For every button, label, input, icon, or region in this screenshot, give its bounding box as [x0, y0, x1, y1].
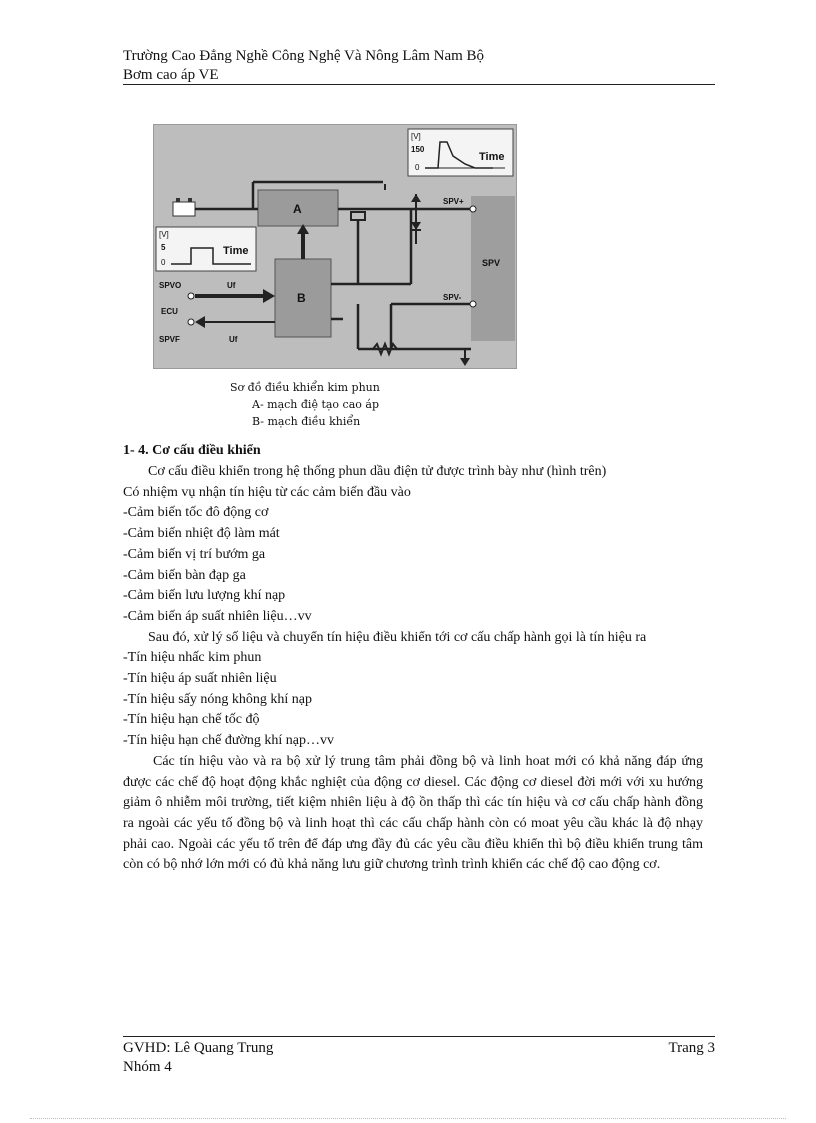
footer-group: Nhóm 4 — [123, 1059, 172, 1075]
section-body — [123, 462, 703, 876]
output-item: -Tín hiệu hạn chế tốc độ — [123, 712, 260, 728]
svg-text:0: 0 — [415, 163, 420, 172]
paragraph-inputs-lead: Có nhiệm vụ nhận tín hiệu từ các cảm biến đầu vào — [123, 484, 411, 500]
ecu-label: ECU — [161, 307, 178, 316]
block-b-label: B — [297, 291, 306, 305]
spv-label: SPV — [482, 258, 501, 268]
footer-teacher: GVHD: Lê Quang Trung — [123, 1040, 274, 1056]
output-item: -Tín hiệu sấy nóng không khí nạp — [123, 691, 312, 707]
output-item: -Tín hiệu hạn chế đường khí nạp…vv — [123, 733, 334, 749]
header-subject: Bơm cao áp VE — [123, 67, 219, 83]
input-item: -Cảm biến nhiệt độ làm mát — [123, 526, 280, 542]
spv-plus-label: SPV+ — [443, 197, 464, 206]
svg-text:[V]: [V] — [159, 230, 169, 239]
svg-text:Time: Time — [479, 151, 505, 163]
svg-text:150: 150 — [411, 145, 425, 154]
input-item: -Cảm biến vị trí bướm ga — [123, 546, 266, 562]
uf-label: Uf — [227, 281, 236, 290]
page-edge — [30, 1118, 786, 1119]
output-item: -Tín hiệu áp suất nhiên liệu — [123, 671, 277, 687]
voltage-graph-5 — [156, 227, 256, 271]
input-item: -Cảm biến lưu lượng khí nạp — [123, 588, 286, 604]
injector-control-diagram — [153, 124, 517, 369]
input-item: -Cảm biến bàn đạp ga — [123, 567, 246, 583]
spv-minus-label: SPV- — [443, 293, 462, 302]
output-item: -Tín hiệu nhấc kim phun — [123, 650, 262, 666]
spvo-label: SPVO — [159, 281, 182, 290]
header-divider — [123, 84, 715, 85]
section-title: 1- 4. Cơ cấu điều khiển — [123, 443, 261, 458]
footer-page-number: Trang 3 — [668, 1040, 715, 1056]
figure-caption-title: Sơ đồ điều khiển kim phun — [230, 381, 380, 394]
svg-text:5: 5 — [161, 243, 166, 252]
figure-caption-b: B- mạch điều khiển — [252, 415, 361, 428]
footer-divider — [123, 1036, 715, 1037]
figure-caption-a: A- mạch điệ tạo cao áp — [252, 398, 379, 411]
svg-text:0: 0 — [161, 258, 166, 267]
battery-icon — [173, 202, 195, 216]
input-item: -Cảm biến tốc đô động cơ — [123, 505, 269, 521]
header-school: Trường Cao Đẳng Nghề Công Nghệ Và Nông Lâm Nam Bộ — [123, 48, 485, 64]
paragraph-outputs-lead: Sau đó, xử lý số liệu và chuyển tín hiệu điều khiển tới cơ cấu chấp hành gọi là tín hiệu ra — [148, 629, 647, 645]
svg-text:[V]: [V] — [411, 132, 421, 141]
spv-block — [471, 196, 515, 341]
uf2-label: Uf — [229, 335, 238, 344]
block-a-label: A — [293, 202, 302, 216]
paragraph-intro: Cơ cấu điều khiển trong hệ thống phun dầu điện tử được trình bày như (hình trên) — [148, 464, 607, 479]
voltage-graph-150 — [408, 129, 513, 176]
spvf-label: SPVF — [159, 335, 180, 344]
paragraph-conclusion: Các tín hiệu vào và ra bộ xử lý trung tâm phải đồng bộ và linh hoat mới có khả năng đáp ứng được các chế độ hoạt động khắc nghiệt của động cơ diesel. Các động cơ diesel đời mới với xu hướng giảm ô nhiễm môi trường, tiết kiệm nhiên liệu à độ ồn thấp thì các tín hiệu và cơ cấu chấp hành đồng ra ngoài các yếu tố đồng bộ và linh hoạt thì các cấu chấp hành còn có moat yêu cầu khác là độ nhạy phải cao. Ngoài các yếu tố trên để đáp ưng đầy đủ các yêu cầu điều khiển thì bộ điều khiển trung tâm còn có bộ nhớ lớn mới có đủ khả năng lưu giữ chương trình trình khiển các chế độ cao động cơ. — [123, 753, 703, 873]
svg-text:Time: Time — [223, 245, 249, 257]
input-item: -Cảm biến áp suất nhiên liệu…vv — [123, 608, 312, 624]
